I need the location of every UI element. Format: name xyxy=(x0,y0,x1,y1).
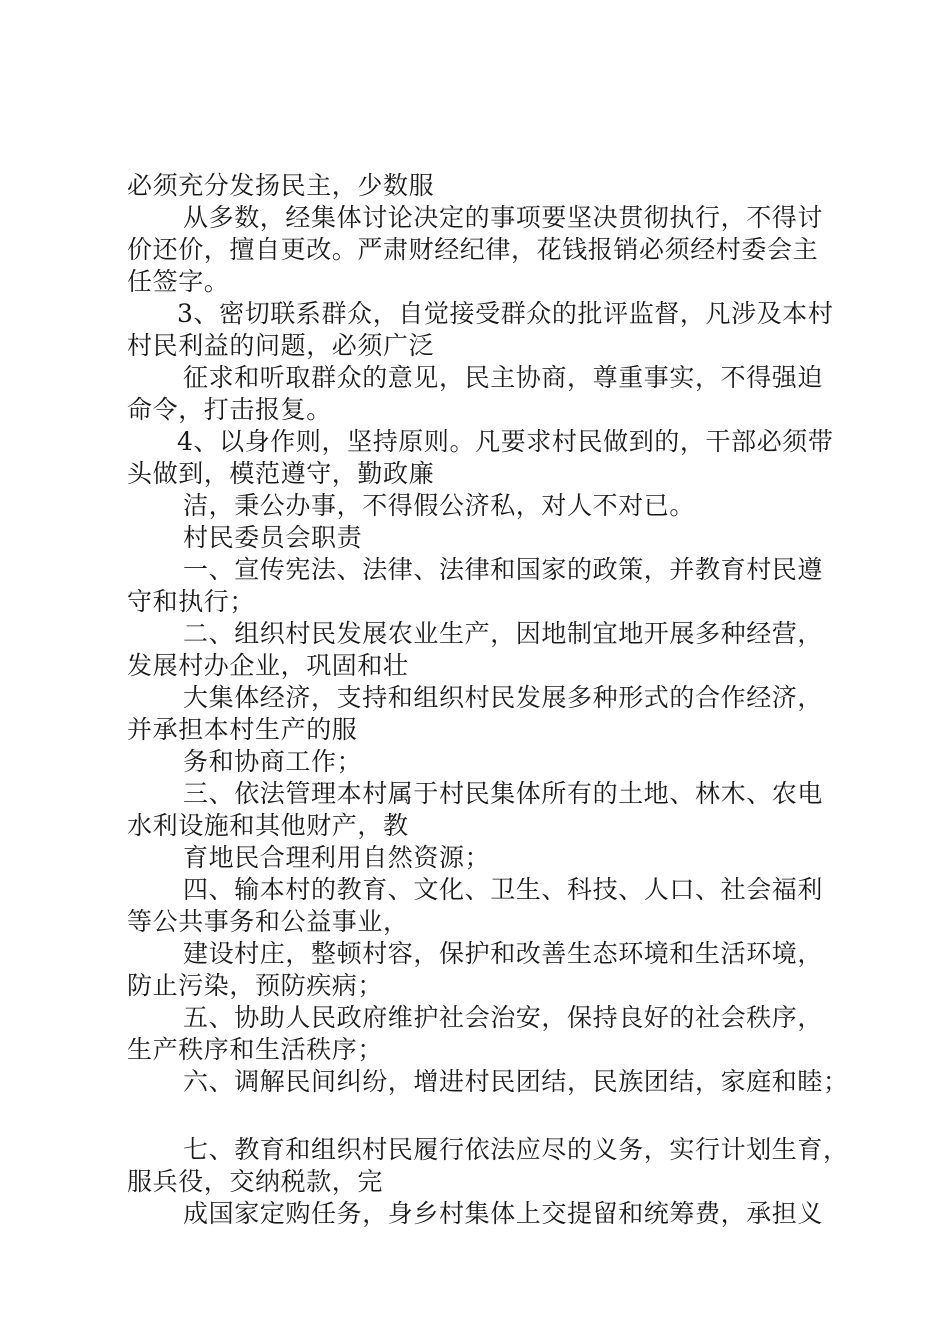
text-line: 洁，秉公办事，不得假公济私，对人不对已。 xyxy=(183,491,696,520)
text-line: 防止污染，预防疾病； xyxy=(127,971,384,1000)
text-line: 3、密切联系群众，自觉接受群众的批评监督，凡涉及本村 xyxy=(177,299,834,328)
text-line: 等公共事务和公益事业， xyxy=(127,907,409,936)
text-line: 守和执行； xyxy=(127,587,256,616)
text-line: 五、协助人民政府维护社会治安，保持良好的社会秩序， xyxy=(183,1003,824,1032)
text-line: 水利设施和其他财产，教 xyxy=(127,811,409,840)
text-line: 大集体经济，支持和组织村民发展多种形式的合作经济， xyxy=(183,683,824,712)
text-line: 育地民合理利用自然资源； xyxy=(183,843,491,872)
text-line: 必须充分发扬民主，少数服 xyxy=(127,171,435,200)
text-line: 三、依法管理本村属于村民集体所有的土地、林木、农电 xyxy=(183,779,824,808)
text-line: 七、教育和组织村民履行依法应尽的义务，实行计划生育， xyxy=(183,1135,849,1164)
text-line: 二、组织村民发展农业生产，因地制宜地开展多种经营， xyxy=(183,619,824,648)
text-line: 头做到，模范遵守，勤政廉 xyxy=(127,459,435,488)
text-line: 并承担本村生产的服 xyxy=(127,715,358,744)
text-line: 价还价，擅自更改。严肃财经纪律，花钱报销必须经村委会主 xyxy=(127,235,819,264)
text-line: 从多数，经集体讨论决定的事项要坚决贯彻执行，不得讨 xyxy=(183,203,824,232)
text-line: 服兵役，交纳税款，完 xyxy=(127,1167,384,1196)
text-line: 村民利益的问题，必须广泛 xyxy=(127,331,435,360)
text-line: 一、宣传宪法、法律、法律和国家的政策，并教育村民遵 xyxy=(183,555,824,584)
text-line: 4、以身作则，坚持原则。凡要求村民做到的，干部必须带 xyxy=(177,427,834,456)
text-line: 发展村办企业，巩固和壮 xyxy=(127,651,409,680)
text-line: 命令，打击报复。 xyxy=(127,395,332,424)
blank-line xyxy=(127,1098,847,1134)
text-line: 征求和听取群众的意见，民主协商，尊重事实，不得强迫 xyxy=(183,363,824,392)
text-line: 任签字。 xyxy=(127,267,230,296)
text-line: 六、调解民间纠纷，增进村民团结，民族团结，家庭和睦； xyxy=(183,1067,849,1096)
document-body xyxy=(127,170,847,1230)
text-line: 四、输本村的教育、文化、卫生、科技、人口、社会福利 xyxy=(183,875,824,904)
text-line: 成国家定购任务，身乡村集体上交提留和统筹费，承担义 xyxy=(183,1199,824,1228)
text-line: 建设村庄，整顿村容，保护和改善生态环境和生活环境， xyxy=(183,939,824,968)
text-line: 务和协商工作； xyxy=(183,747,363,776)
section-heading: 村民委员会职责 xyxy=(183,523,363,552)
text-line: 生产秩序和生活秩序； xyxy=(127,1035,384,1064)
